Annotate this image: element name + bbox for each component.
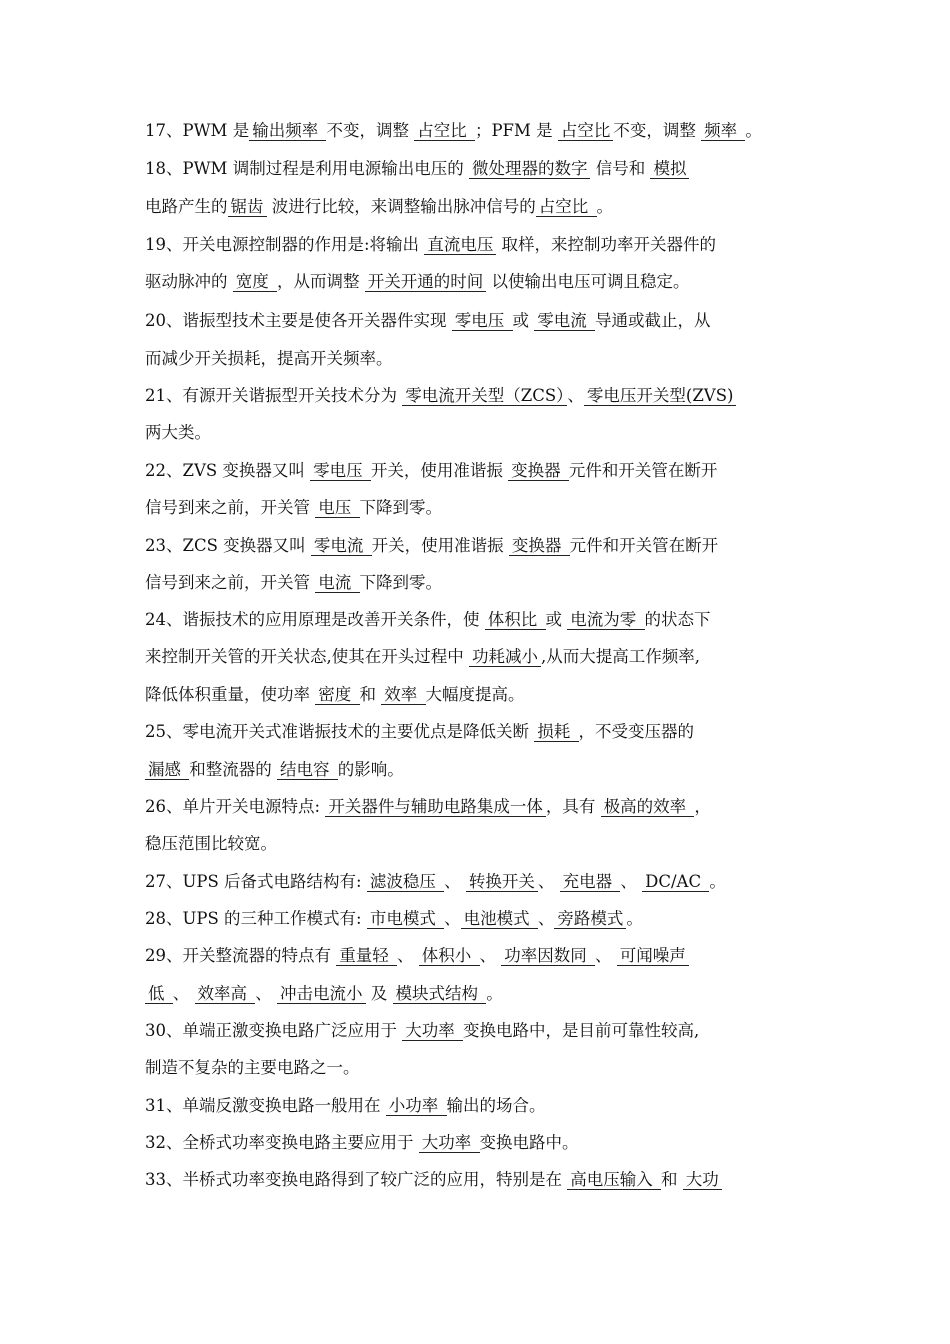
question-text: 和 bbox=[359, 685, 382, 704]
question-text: 降低体积重量，使功率 bbox=[145, 685, 316, 704]
answer-blank: 占空比 bbox=[558, 121, 614, 141]
question-text: 。 bbox=[709, 872, 726, 891]
text-line bbox=[145, 272, 690, 292]
question-text: 、 bbox=[444, 909, 461, 928]
answer-blank: 零电流 bbox=[534, 311, 595, 331]
question-text: 下降到零。 bbox=[359, 573, 442, 592]
answer-blank: 频率 bbox=[701, 121, 745, 141]
answer-blank: 微处理器的数字 bbox=[469, 159, 591, 179]
text-line bbox=[145, 386, 736, 406]
question-text: 信号到来之前，开关管 bbox=[145, 498, 316, 517]
text-line bbox=[145, 121, 762, 141]
answer-blank: 开关器件与辅助电路集成一体 bbox=[325, 797, 546, 817]
answer-blank: 旁路模式 bbox=[554, 909, 626, 929]
answer-blank: 变换器 bbox=[509, 536, 570, 556]
text-line bbox=[145, 760, 404, 780]
question-text: 、 bbox=[255, 984, 277, 1003]
answer-blank: 功率因数同 bbox=[501, 946, 595, 966]
question-text: 及 bbox=[365, 984, 393, 1003]
question-text: 和整流器的 bbox=[189, 760, 277, 779]
question-text: 19、开关电源控制器的作用是:将输出 bbox=[145, 235, 425, 254]
question-text: 下降到零。 bbox=[359, 498, 442, 517]
answer-blank: DC/AC bbox=[642, 872, 709, 892]
question-text: 29、开关整流器的特点有 bbox=[145, 946, 337, 965]
question-text: 、 bbox=[444, 872, 466, 891]
answer-blank: 冲击电流小 bbox=[277, 984, 366, 1004]
question-text: 大幅度提高。 bbox=[425, 685, 525, 704]
question-text: 或 bbox=[545, 610, 568, 629]
question-text: 22、ZVS 变换器又叫 bbox=[145, 461, 311, 480]
text-line bbox=[145, 685, 525, 705]
text-line bbox=[145, 984, 503, 1004]
question-text: 而减少开关损耗，提高开关频率。 bbox=[145, 349, 393, 368]
answer-blank: 锯齿 bbox=[228, 197, 267, 217]
answer-blank: 重量轻 bbox=[336, 946, 397, 966]
question-text: 、 bbox=[595, 946, 617, 965]
answer-blank: 体积小 bbox=[419, 946, 480, 966]
question-text: ,从而大提高工作频率, bbox=[541, 647, 700, 666]
answer-blank: 滤波稳压 bbox=[367, 872, 444, 892]
question-text: 驱动脉冲的 bbox=[145, 272, 233, 291]
answer-blank: 密度 bbox=[315, 685, 359, 705]
answer-blank: 大功 bbox=[683, 1170, 722, 1190]
text-line bbox=[145, 197, 613, 217]
question-text: 的状态下 bbox=[644, 610, 711, 629]
answer-blank: 输出频率 bbox=[249, 121, 326, 141]
answer-blank: 开关开通的时间 bbox=[365, 272, 487, 292]
text-line bbox=[145, 647, 700, 667]
question-text: 。 bbox=[486, 984, 503, 1003]
question-text: ，具有 bbox=[545, 797, 601, 816]
answer-blank: 结电容 bbox=[277, 760, 338, 780]
answer-blank: 效率高 bbox=[195, 984, 256, 1004]
answer-blank: 转换开关 bbox=[466, 872, 538, 892]
question-text: 28、UPS 的三种工作模式有: bbox=[145, 909, 367, 928]
question-text: 33、半桥式功率变换电路得到了较广泛的应用，特别是在 bbox=[145, 1170, 568, 1189]
answer-blank: 低 bbox=[145, 984, 173, 1004]
question-text: 17、PWM 是 bbox=[145, 121, 250, 140]
question-text: 31、单端反激变换电路一般用在 bbox=[145, 1096, 386, 1115]
question-text: 元件和开关管在断开 bbox=[568, 461, 718, 480]
question-text: 、 bbox=[172, 984, 195, 1003]
question-text: 变换电路中。 bbox=[479, 1133, 579, 1152]
answer-blank: 电压 bbox=[315, 498, 359, 518]
answer-blank: 占空比 bbox=[414, 121, 475, 141]
answer-blank: 零电压 bbox=[452, 311, 513, 331]
question-text: ；PFM 是 bbox=[474, 121, 558, 140]
answer-blank: 大功率 bbox=[402, 1021, 463, 1041]
answer-blank: 极高的效率 bbox=[601, 797, 695, 817]
question-text: 、 bbox=[620, 872, 643, 891]
question-text: 电路产生的 bbox=[145, 197, 228, 216]
question-text: 18、PWM 调制过程是利用电源输出电压的 bbox=[145, 159, 469, 178]
question-text: 24、谐振技术的应用原理是改善开关条件，使 bbox=[145, 610, 485, 629]
question-text: 元件和开关管在断开 bbox=[569, 536, 719, 555]
question-text: 变换电路中，是目前可靠性较高, bbox=[463, 1021, 700, 1040]
question-text: 输出的场合。 bbox=[446, 1096, 546, 1115]
answer-blank: 高电压输入 bbox=[567, 1170, 661, 1190]
question-text: 和 bbox=[661, 1170, 683, 1189]
answer-blank: 零电压 bbox=[310, 461, 371, 481]
text-line bbox=[145, 834, 277, 854]
answer-blank: 效率 bbox=[381, 685, 425, 705]
question-text: 32、全桥式功率变换电路主要应用于 bbox=[145, 1133, 419, 1152]
text-line bbox=[145, 235, 716, 255]
question-text: 稳压范围比较宽。 bbox=[145, 834, 277, 853]
question-text: 25、零电流开关式准谐振技术的主要优点是降低关断 bbox=[145, 722, 535, 741]
answer-blank: 零电压开关型(ZVS) bbox=[584, 386, 737, 406]
question-text: 、 bbox=[537, 872, 560, 891]
question-text: 来控制开关管的开关状态,使其在开头过程中 bbox=[145, 647, 469, 666]
question-text: 两大类。 bbox=[145, 423, 211, 442]
answer-blank: 体积比 bbox=[485, 610, 546, 630]
question-text: 23、ZCS 变换器又叫 bbox=[145, 536, 311, 555]
text-line bbox=[145, 573, 442, 593]
question-text: 以使输出电压可调且稳定。 bbox=[486, 272, 690, 291]
question-text: 信号到来之前，开关管 bbox=[145, 573, 316, 592]
text-line bbox=[145, 536, 718, 556]
question-text: 波进行比较，来调整输出脉冲信号的 bbox=[266, 197, 536, 216]
answer-blank: 市电模式 bbox=[367, 909, 444, 929]
question-text: ， bbox=[694, 797, 711, 816]
question-text: 。 bbox=[596, 197, 613, 216]
answer-blank: 可闻噪声 bbox=[617, 946, 689, 966]
question-text: 取样，来控制功率开关器件的 bbox=[496, 235, 717, 254]
answer-blank: 大功率 bbox=[419, 1133, 480, 1153]
question-text: 不变，调整 bbox=[326, 121, 415, 140]
question-text: ，不受变压器的 bbox=[578, 722, 694, 741]
question-text: 。 bbox=[626, 909, 643, 928]
question-text: 制造不复杂的主要电路之一。 bbox=[145, 1058, 360, 1077]
question-text: 26、单片开关电源特点: bbox=[145, 797, 326, 816]
answer-blank: 小功率 bbox=[386, 1096, 447, 1116]
answer-blank: 占空比 bbox=[536, 197, 597, 217]
text-line bbox=[145, 461, 717, 481]
text-line bbox=[145, 797, 711, 817]
answer-blank: 模块式结构 bbox=[393, 984, 487, 1004]
question-text: 、 bbox=[537, 909, 555, 928]
question-text: 的影响。 bbox=[337, 760, 404, 779]
text-line bbox=[145, 909, 643, 929]
question-text: 21、有源开关谐振型开关技术分为 bbox=[145, 386, 403, 405]
question-text: 开关，使用准谐振 bbox=[371, 536, 509, 555]
answer-blank: 电流 bbox=[315, 573, 359, 593]
answer-blank: 零电流开关型（ZCS） bbox=[402, 386, 567, 406]
answer-blank: 功耗减小 bbox=[469, 647, 541, 667]
answer-blank: 损耗 bbox=[534, 722, 578, 742]
text-line bbox=[145, 946, 689, 966]
text-line bbox=[145, 1170, 722, 1190]
text-line bbox=[145, 872, 726, 892]
question-text: 27、UPS 后备式电路结构有: bbox=[145, 872, 367, 891]
question-text: 导通或截止，从 bbox=[595, 311, 711, 330]
answer-blank: 模拟 bbox=[650, 159, 689, 179]
answer-blank: 电池模式 bbox=[461, 909, 538, 929]
question-text: 、 bbox=[397, 946, 419, 965]
answer-blank: 零电流 bbox=[311, 536, 372, 556]
text-line bbox=[145, 722, 694, 742]
answer-blank: 漏感 bbox=[145, 760, 189, 780]
question-text: 信号和 bbox=[590, 159, 651, 178]
question-text: 。 bbox=[745, 121, 762, 140]
answer-blank: 变换器 bbox=[508, 461, 569, 481]
question-text: 或 bbox=[512, 311, 535, 330]
text-line bbox=[145, 610, 711, 630]
text-line bbox=[145, 159, 689, 179]
text-line bbox=[145, 1058, 360, 1078]
answer-blank: 充电器 bbox=[560, 872, 621, 892]
question-text: 30、单端正激变换电路广泛应用于 bbox=[145, 1021, 403, 1040]
text-line bbox=[145, 498, 442, 518]
text-line bbox=[145, 349, 393, 369]
question-text: 开关，使用准谐振 bbox=[370, 461, 509, 480]
text-line bbox=[145, 1133, 579, 1153]
question-text: ，从而调整 bbox=[277, 272, 365, 291]
text-line bbox=[145, 1021, 699, 1041]
answer-blank: 直流电压 bbox=[424, 235, 496, 255]
question-text: 20、谐振型技术主要是使各开关器件实现 bbox=[145, 311, 452, 330]
text-line bbox=[145, 311, 711, 331]
question-text: 、 bbox=[479, 946, 502, 965]
answer-blank: 电流为零 bbox=[567, 610, 644, 630]
answer-blank: 宽度 bbox=[233, 272, 277, 292]
question-text: 、 bbox=[567, 386, 584, 405]
question-text: 不变，调整 bbox=[613, 121, 702, 140]
text-line bbox=[145, 1096, 546, 1116]
text-line bbox=[145, 423, 211, 443]
